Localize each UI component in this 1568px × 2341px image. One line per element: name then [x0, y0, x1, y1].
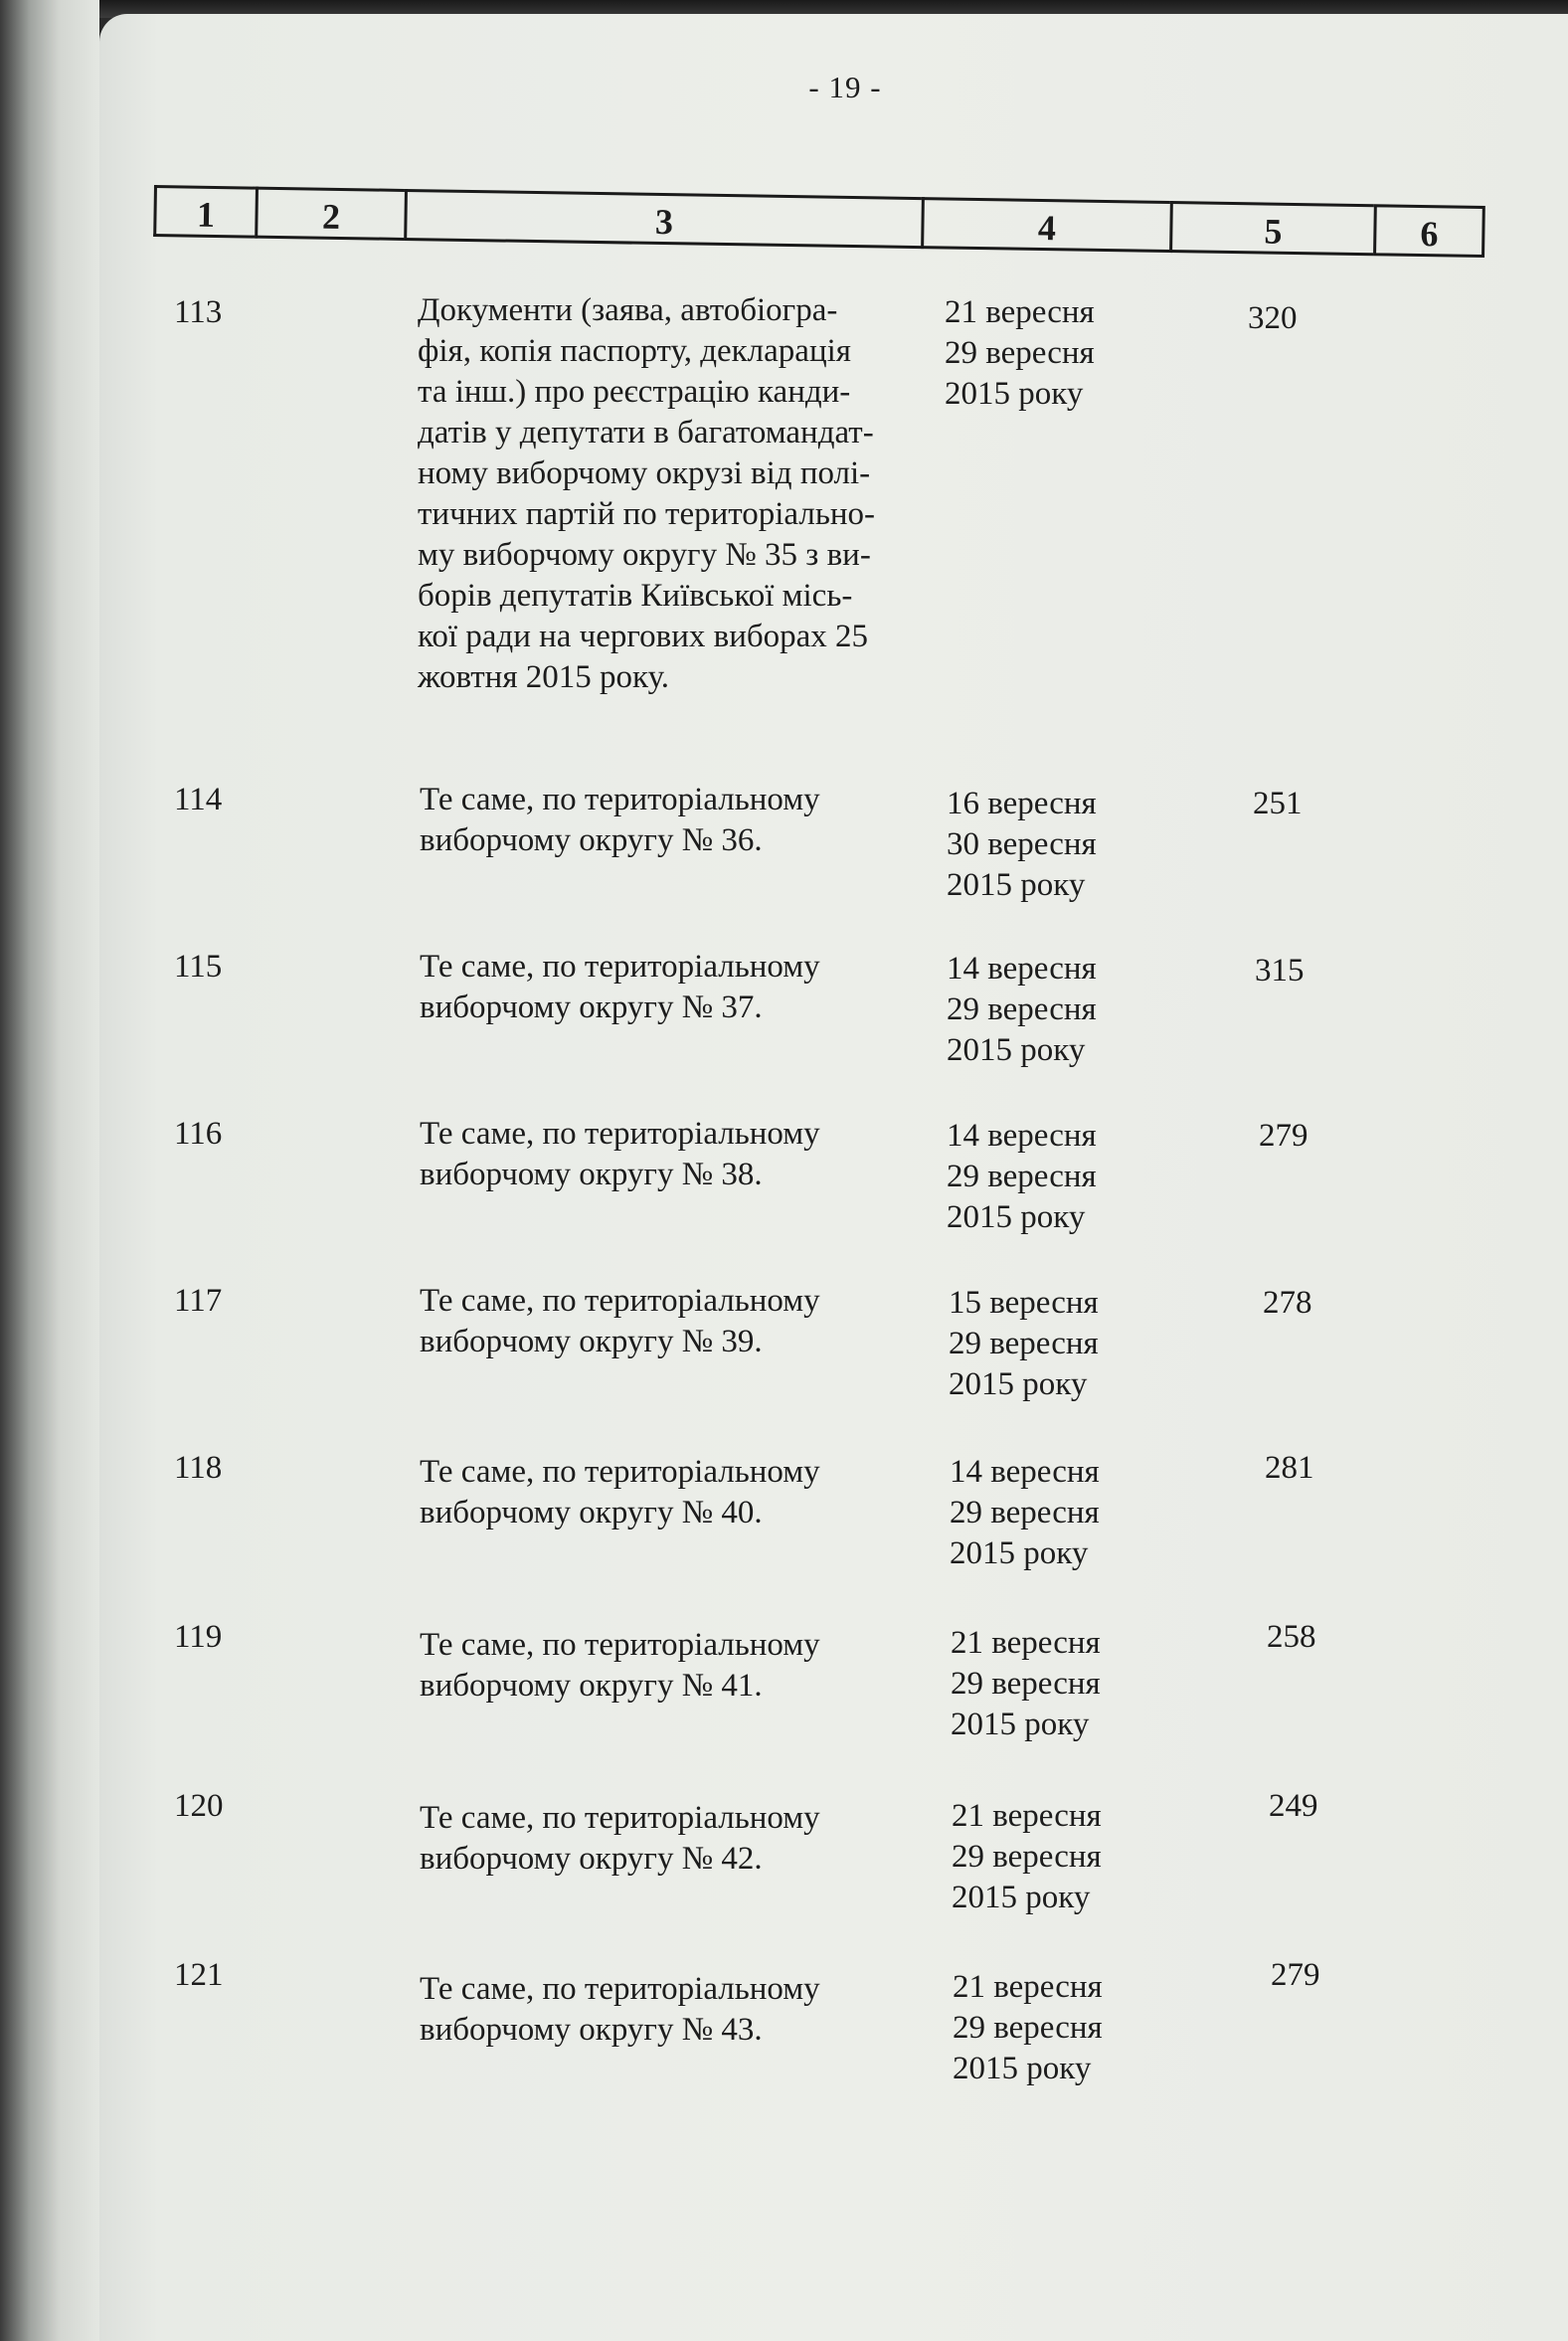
row-number: 116 — [174, 1116, 223, 1152]
row-number: 119 — [174, 1619, 223, 1655]
row-sheet-count: 281 — [1265, 1450, 1314, 1486]
column-number-2: 2 — [255, 187, 405, 241]
book-spine-shadow — [0, 0, 99, 2341]
column-number-6: 6 — [1373, 204, 1485, 258]
row-description: Те саме, по територіальному виборчому округу № 42. — [420, 1800, 820, 1877]
row-number: 117 — [174, 1283, 223, 1319]
row-description: Документи (заява, автобіогра- фія, копія паспорту, декларація та інш.) про реєстрацію канди- датів у депутати в багатомандат- ному виборчому окрузі від полі- тичних партій по територіально- му виборчому округу № 35 з ви- борів депутатів Київської місь- кої ради на чергових виборах 25 жовтня 2015 року. — [418, 292, 876, 695]
row-sheet-count: 278 — [1263, 1285, 1312, 1321]
row-dates: 21 вересня 29 вересня 2015 року — [952, 1798, 1102, 1915]
row-description: Те саме, по територіальному виборчому округу № 41. — [420, 1627, 820, 1704]
row-description: Те саме, по територіальному виборчому округу № 37. — [420, 949, 820, 1025]
row-dates: 14 вересня 29 вересня 2015 року — [947, 1118, 1097, 1235]
column-number-5: 5 — [1169, 201, 1374, 256]
row-dates: 16 вересня 30 вересня 2015 року — [947, 786, 1097, 903]
row-dates: 21 вересня 29 вересня 2015 року — [953, 1969, 1103, 2086]
column-number-4: 4 — [921, 197, 1170, 253]
row-number: 121 — [174, 1957, 224, 1993]
column-number-1: 1 — [153, 185, 256, 239]
row-sheet-count: 315 — [1255, 953, 1305, 989]
row-number: 120 — [174, 1788, 224, 1824]
row-description: Те саме, по територіальному виборчому округу № 36. — [420, 782, 820, 858]
row-sheet-count: 251 — [1253, 786, 1303, 821]
row-description: Те саме, по територіальному виборчому округу № 38. — [420, 1116, 820, 1192]
row-number: 113 — [174, 294, 223, 330]
row-sheet-count: 279 — [1271, 1957, 1320, 1993]
row-dates: 14 вересня 29 вересня 2015 року — [950, 1454, 1100, 1571]
row-description: Те саме, по територіальному виборчому округу № 40. — [420, 1454, 820, 1531]
page-number: - 19 - — [808, 70, 882, 104]
row-number: 114 — [174, 782, 223, 817]
row-sheet-count: 279 — [1259, 1118, 1308, 1154]
row-number: 115 — [174, 949, 223, 985]
row-sheet-count: 320 — [1248, 300, 1298, 336]
row-dates: 15 вересня 29 вересня 2015 року — [949, 1285, 1099, 1402]
row-number: 118 — [174, 1450, 223, 1486]
row-dates: 21 вересня 29 вересня 2015 року — [945, 294, 1095, 412]
row-dates: 21 вересня 29 вересня 2015 року — [951, 1625, 1101, 1742]
row-sheet-count: 249 — [1269, 1788, 1318, 1824]
row-dates: 14 вересня 29 вересня 2015 року — [947, 951, 1097, 1068]
row-description: Те саме, по територіальному виборчому округу № 39. — [420, 1283, 820, 1359]
row-description: Те саме, по територіальному виборчому округу № 43. — [420, 1971, 820, 2048]
column-number-3: 3 — [404, 189, 922, 249]
row-sheet-count: 258 — [1267, 1619, 1316, 1655]
